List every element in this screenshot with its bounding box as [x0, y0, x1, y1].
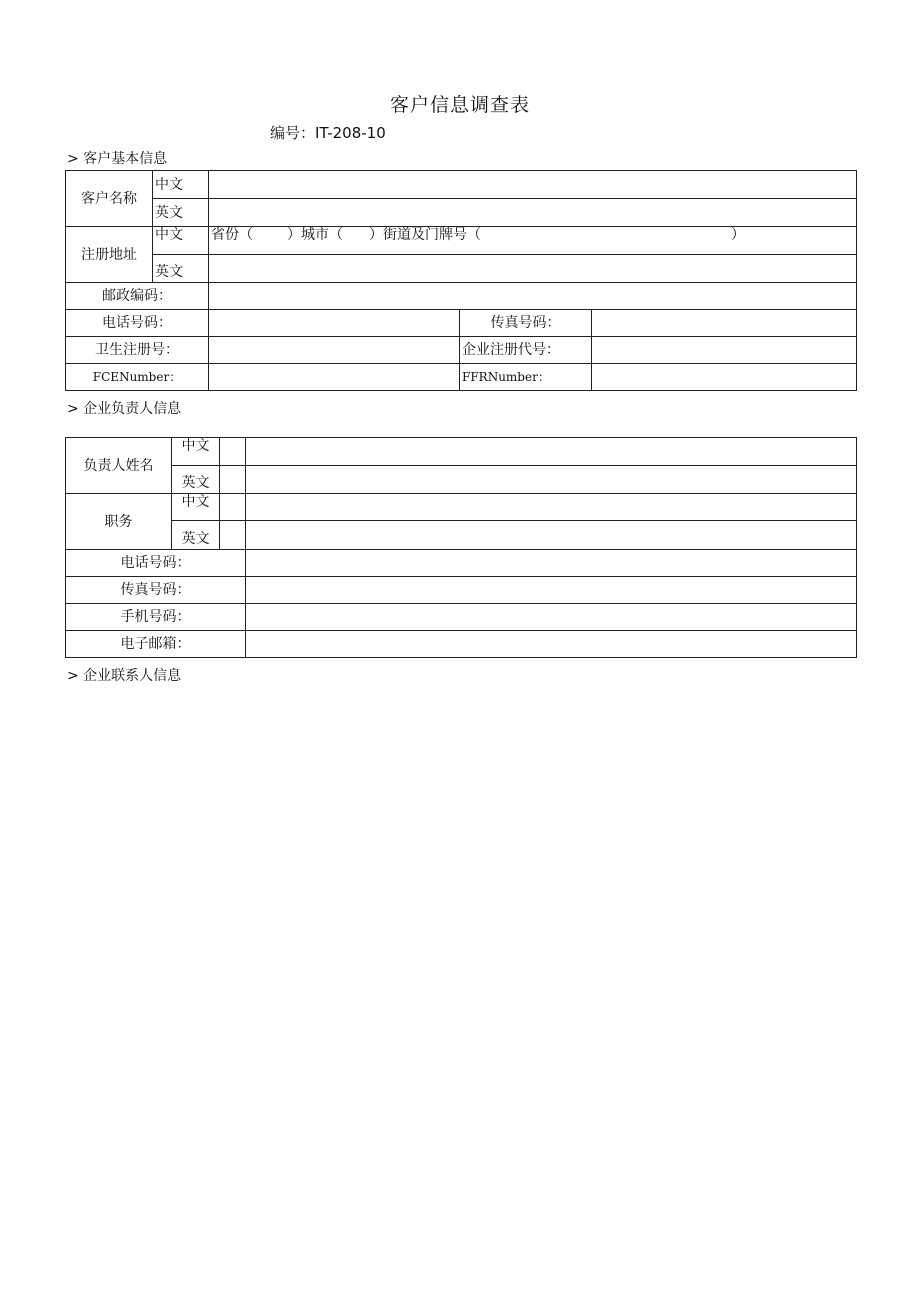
address-close-paren: ）: [731, 227, 745, 243]
postal-code-label: 邮政编码：: [66, 283, 209, 310]
position-en-label: 英文: [172, 521, 220, 550]
company-registration-label: 企业注册代号：: [460, 337, 592, 364]
principal-name-cn-label: 中文: [172, 438, 220, 466]
principal-name-en-spacer: [220, 466, 246, 494]
principal-info-table: [65, 437, 857, 658]
principal-phone-label: 电话号码：: [66, 550, 246, 577]
principal-fax-label: 传真号码：: [66, 577, 246, 604]
section-heading-basic: > 客户基本信息: [67, 151, 168, 167]
customer-name-en-label: 英文: [153, 199, 209, 227]
company-registration-field[interactable]: [592, 337, 857, 364]
page-title: 客户信息调查表: [389, 94, 530, 116]
position-en-spacer: [220, 521, 246, 550]
customer-name-cn-label: 中文: [153, 171, 209, 199]
principal-phone-field[interactable]: [246, 550, 857, 577]
fce-number-field[interactable]: [209, 364, 460, 391]
section-heading-contact: > 企业联系人信息: [67, 668, 182, 684]
basic-info-table: [65, 170, 857, 391]
phone-label: 电话号码：: [66, 310, 209, 337]
address-cn-field[interactable]: [209, 227, 857, 255]
principal-email-field[interactable]: [246, 631, 857, 658]
position-cn-field[interactable]: [246, 494, 857, 521]
health-registration-field[interactable]: [209, 337, 460, 364]
form-code: 编号：IT-208-10: [270, 124, 386, 142]
street-label: ）街道及门牌号（: [369, 227, 481, 243]
address-en-field[interactable]: [209, 255, 857, 283]
ffr-number-label: FFRNumber：: [460, 364, 592, 391]
province-label: 省份（: [211, 227, 253, 243]
registered-address-label: 注册地址: [66, 227, 153, 283]
address-en-label: 英文: [153, 255, 209, 283]
principal-name-en-field[interactable]: [246, 466, 857, 494]
position-label: 职务: [66, 494, 172, 550]
position-en-field[interactable]: [246, 521, 857, 550]
fax-field[interactable]: [592, 310, 857, 337]
phone-field[interactable]: [209, 310, 460, 337]
customer-name-label: 客户名称: [66, 171, 153, 227]
address-cn-label: 中文: [153, 227, 209, 255]
principal-mobile-field[interactable]: [246, 604, 857, 631]
principal-name-cn-spacer: [220, 438, 246, 466]
principal-name-en-label: 英文: [172, 466, 220, 494]
ffr-number-field[interactable]: [592, 364, 857, 391]
customer-name-cn-field[interactable]: [209, 171, 857, 199]
section-heading-principal: > 企业负责人信息: [67, 401, 182, 417]
city-label: ）城市（: [287, 227, 343, 243]
health-registration-label: 卫生注册号：: [66, 337, 209, 364]
principal-name-cn-field[interactable]: [246, 438, 857, 466]
customer-name-en-field[interactable]: [209, 199, 857, 227]
principal-fax-field[interactable]: [246, 577, 857, 604]
position-cn-spacer: [220, 494, 246, 521]
position-cn-label: 中文: [172, 494, 220, 521]
principal-mobile-label: 手机号码：: [66, 604, 246, 631]
principal-name-label: 负责人姓名: [66, 438, 172, 494]
principal-email-label: 电子邮箱：: [66, 631, 246, 658]
fax-label: 传真号码：: [460, 310, 592, 337]
fce-number-label: FCENumber：: [66, 364, 209, 391]
postal-code-field[interactable]: [209, 283, 857, 310]
